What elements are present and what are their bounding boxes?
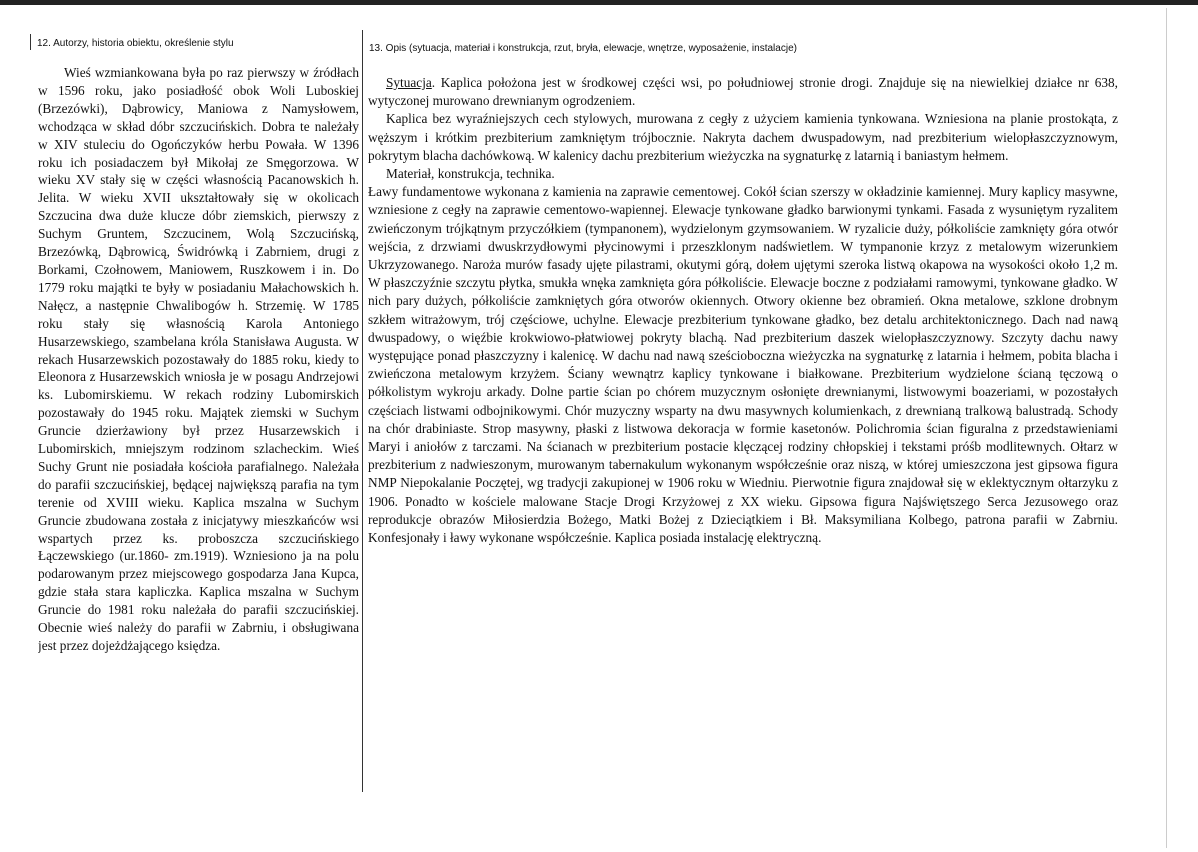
column-divider (362, 30, 363, 792)
history-text-block (38, 64, 359, 792)
situation-paragraph (368, 74, 1118, 110)
left-margin-rule (30, 34, 31, 50)
description-text-block (368, 74, 1118, 547)
section-12-header: 12. Autorzy, historia obiektu, określenie stylu (37, 38, 234, 49)
situation-text: . Kaplica położona jest w środkowej części wsi, po południowej stronie drogi. Znajduje się na niewielkiej działce nr 638, wytyczonej murowano drewnianym ogrodzeniem. (368, 75, 1118, 109)
situation-label: Sytuacja (386, 75, 432, 90)
top-border (0, 0, 1198, 5)
construction-paragraph: Ławy fundamentowe wykonana z kamienia na zaprawie cementowej. Cokół ścian szerszy w okładzinie kamiennej. Mury kaplicy masywne, wzniesione z cegły na zaprawie cementowo-wapiennej. Elewacje tynkowane gładko barwionymi tynkami. Fasada z wysuniętym ryzalitem zwieńczonym trójkątnym przyczółkiem (tympanonem), wydzielonym gzymsowaniem. W ryzalicie duży, półkoliście zamknięty góra otwór wejścia, z drzwiami dwuskrzydłowymi płycinowymi i przeszklonym nadświetlem. W tympanonie krzyz z metalowym wizerunkiem Ukrzyzowanego. Naroża murów fasady ujęte pilastrami, okutymi górą, dołem ujętymi szeroka listwą okapowa na wysokości około 1,2 m. W płaszczyźnie szczytu płytka, smukła wnęka zamknięta góra półkoliście. Elewacje boczne z podziałami ramowymi, tynkowane gładko. W nich pary dużych, półkoliście zamkniętych góra otworów okiennych. Otwory okienne bez obramień. Okna metalowe, szklone drobnym szkłem witrażowym, trój częściowe, uchylne. Elewacje prezbiterium tynkowane gładko, bez detalu architektonicznego. Dach nad nawą dwuspadowy, o więźbie krokwiowo-płatwiowej pokryty blachą. Nad prezbiterium daszek wielopłaszczyznowy. Szczyty dachu nawy występujące ponad płaszczyzny i kalenicę. W dachu nad nawą sześcioboczna wieżyczka na sygnaturkę z latarnia i hełmem, pobita blacha i zwieńczona metalowym krzyżem. Ściany wewnątrz kaplicy tynkowane i białkowane. Prezbiterium wydzielone ścianą tęczową o półkolistym wykroju arkady. Dolne partie ścian po chórem muzycznym osłonięte drewnianymi, listwowymi boazeriami, w pozostałych częściach listwami odbojnikowymi. Chór muzyczny wsparty na dwu masywnych kolumienkach, z drewnianą tralkową balustradą. Schody na chór drabiniaste. Strop masywny, płaski z listwowa dekoracja w formie kasetonów. Polichromia ścian figuralna z przedstawieniami Maryi i aniołów z tarczami. Na ścianach w prezbiterium postacie klęczącej rodziny chłopskiej i tekstami próśb modlitewnych. Ołtarz w prezbiterium z nadwieszonym, murowanym tabernakulum wykonanym współcześnie oraz niszą, w której umieszczona jest gipsowa figura NMP Niepokalanie Poczętej, wg tradycji zakupionej w 1906 roku w Wiedniu. Pierwotnie figura znajdował się w eklektycznym ołtarzyku z 1906. Ponadto w kościele malowane Stacje Drogi Krzyżowej z XX wieku. Gipsowa figura Najświętszego Serca Jezusowego oraz reprodukcje obrazów Miłosierdzia Bożego, Matki Bożej z Dzieciątkiem i Bł. Maksymiliana Kolbego, patrona parafii w Zabrniu. Konfesjonały i ławy wykonane współcześnie. Kaplica posiada instalację elektryczną. (368, 184, 1118, 546)
chapel-description-paragraph: Kaplica bez wyraźniejszych cech stylowych, murowana z cegły z użyciem kamienia tynkowana. Wzniesiona na planie prostokąta, z węższym i krótkim prezbiterium zamkniętym trójbocznie. Nakryta dachem dwuspadowym, nad prezbiterium wielopłaszczyznowym, pokrytym blacha dachówkową. W kalenicy dachu prezbiterium wieżyczka na sygnaturkę z latarnią i baniastym hełmem. (368, 111, 1118, 163)
section-13-header: 13. Opis (sytuacja, materiał i konstrukcja, rzut, bryła, elewacje, wnętrze, wyposażenie, instalacje) (369, 43, 797, 54)
right-edge-rule (1166, 8, 1167, 848)
material-heading: Materiał, konstrukcja, technika. (386, 166, 555, 182)
history-paragraph: Wieś wzmiankowana była po raz pierwszy w źródłach w 1596 roku, jako posiadłość obok Woli Luboskiej (Brzezówki), Dąbrowicy, Maniowa z Namysłowem, wchodząca w skład dóbr szczucińskich. Dobra te należały w XIV stuleciu do Ogończyków herbu Powała. W 1396 roku ich posiadaczem był Mikołaj ze Smęgorzowa. W wieku XV stały się w części własnością Pacanowskich h. Jelita. W wieku XVII ukształtowały się w okolicach Szczucina dwa duże klucze dóbr ziemskich, pierwszy z Suchym Gruntem, Szczucinem, Wolą Szczucińską, Brzezówką, Dąbrowicą, Świdrówką i Zabrniem, drugi z Borkami, Czołnowem, Maniowem, Ruszkowem i in. Do 1779 roku majątki te były w posiadaniu Małachowskich h. Nałęcz, a następnie Chwalibogów h. Strzemię. W 1785 roku stały się własnością Karola Antoniego Husarzewskiego, szambelana króla Stanisława Augusta. W rekach Husarzewskich pozostawały do 1885 roku, kiedy to Eleonora z Husarzewskich wniosła je w posagu Andrzejowi ks. Lubomirskiemu. W rekach rodziny Lubomirskich pozostawały do 1945 roku. Majątek ziemski w Suchym Gruncie dzierżawiony był przez Husarzewskich i Lubomirskich, mniejszym rodzinom szlacheckim. Wieś Suchy Grunt nie posiadała kościoła parafialnego. Należała do parafii szczucińskiej, będącej największą parafia na tym terenie od XVIII wieku. Kaplica mszalna w Suchym Gruncie zbudowana została z inicjatywy mieszkańców wsi wspartych przez ks. proboszcza szczucińskiego Łączewskiego (ur.1860- zm.1919). Wzniesiono ja na polu podarowanym przez miejscowego gospodarza Jana Kupca, gdzie stała stara kapliczka. Kaplica mszalna w Suchym Gruncie do 1981 roku należała do parafii szczucińskiej. Obecnie wieś należy do parafii w Zabrniu, i obsługiwana jest przez dojeżdżającego księdza. (38, 65, 359, 653)
